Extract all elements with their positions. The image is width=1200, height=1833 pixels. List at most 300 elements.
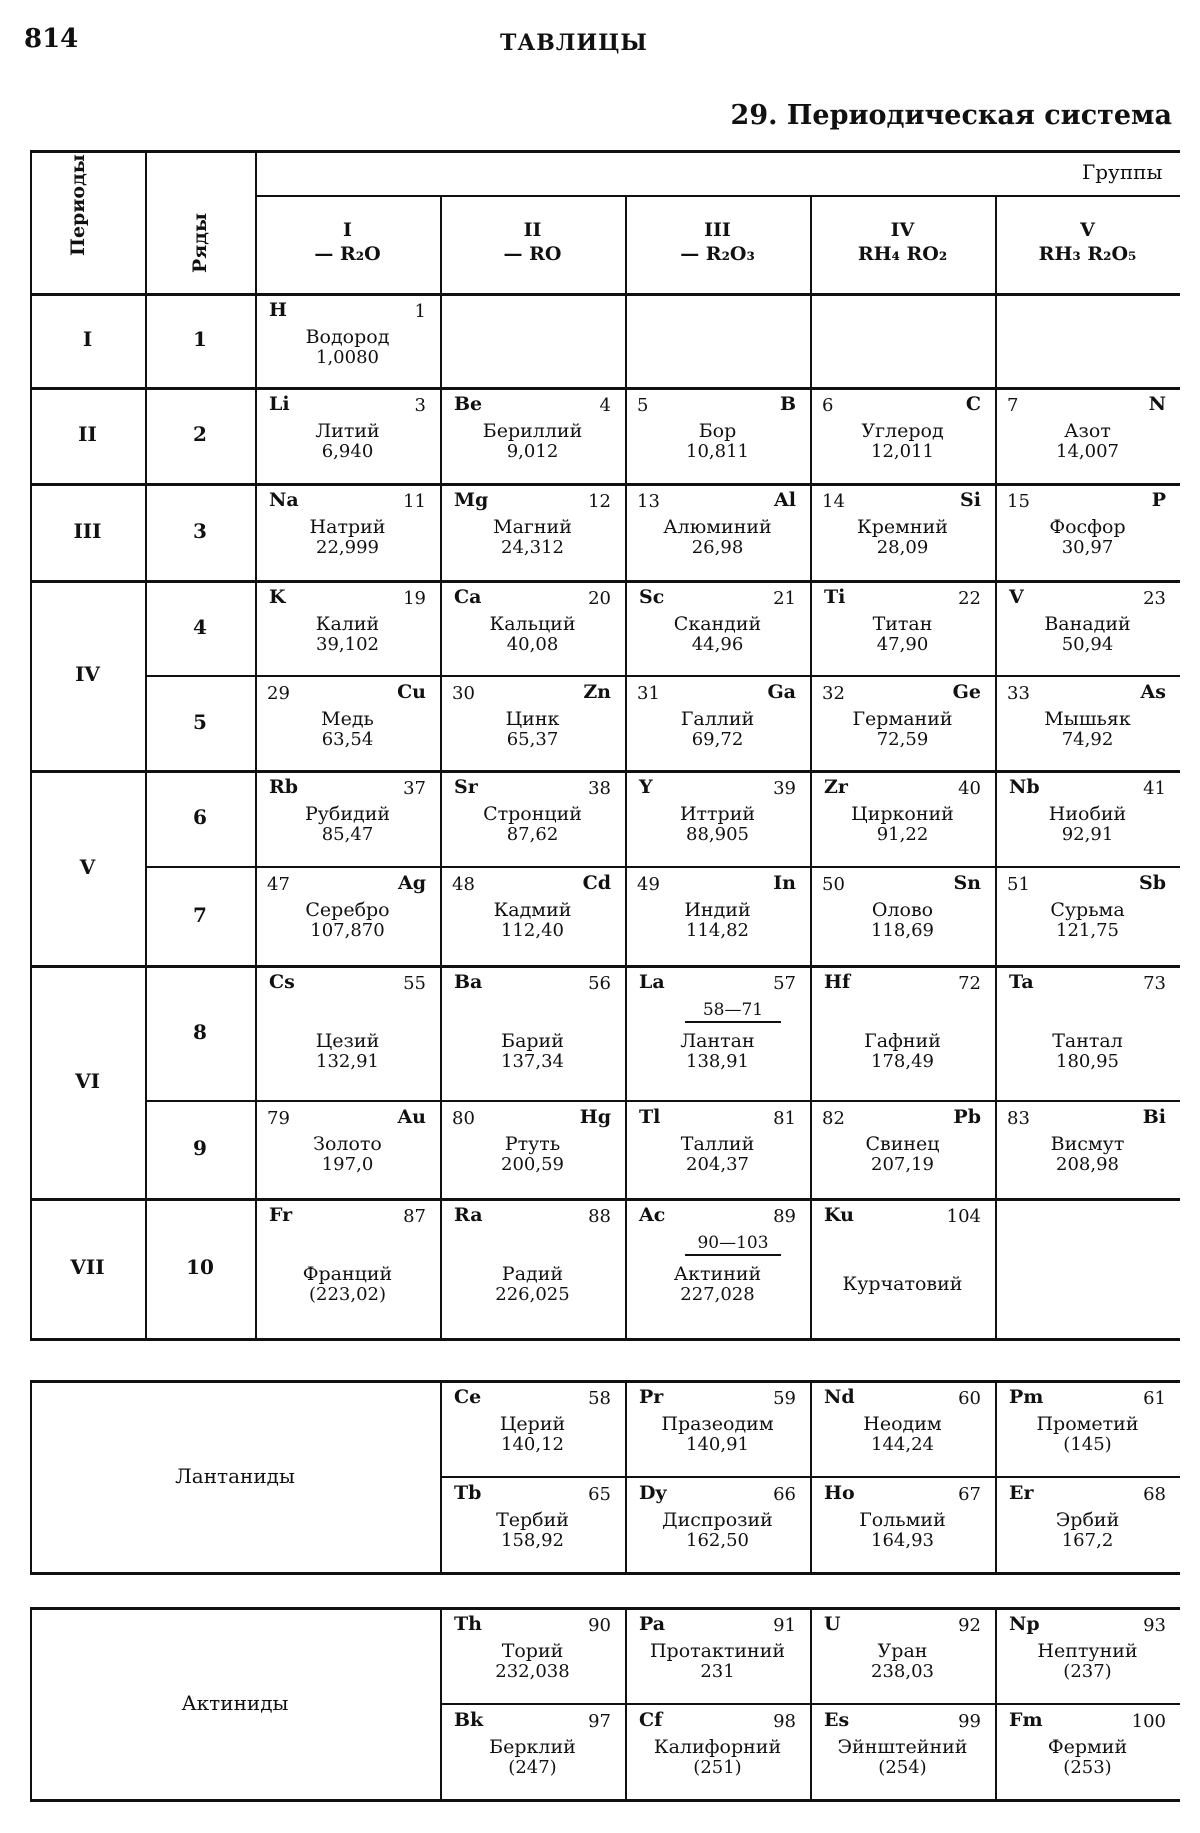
atomic-mass: 107,870: [310, 920, 385, 941]
element-name: Натрий: [309, 516, 386, 538]
element-symbol: Cs: [269, 971, 295, 993]
row-number: 1: [193, 327, 207, 351]
atomic-mass: 208,98: [1056, 1154, 1119, 1175]
atomic-mass: 204,37: [686, 1154, 749, 1175]
atomic-number: 99: [958, 1711, 981, 1732]
element-name: Ванадий: [1044, 613, 1131, 635]
atomic-number: 3: [414, 395, 426, 416]
element-symbol: As: [1140, 681, 1166, 703]
group-formula: — RO: [503, 243, 562, 265]
atomic-mass: 12,011: [871, 441, 934, 462]
atomic-mass: 232,038: [495, 1661, 570, 1682]
period-label: IV: [75, 662, 100, 686]
element-name: Фосфор: [1049, 516, 1126, 538]
element-symbol: Rb: [269, 776, 299, 798]
element-symbol: Np: [1009, 1613, 1040, 1635]
row-number: 7: [193, 902, 207, 927]
element-symbol: Ho: [824, 1482, 855, 1504]
atomic-mass: 24,312: [501, 537, 564, 558]
element-name: Кальций: [489, 613, 576, 635]
element-cell: [995, 387, 1180, 483]
element-symbol: Fm: [1009, 1709, 1043, 1731]
atomic-number: 15: [1007, 491, 1030, 512]
atomic-mass: 72,59: [876, 729, 929, 750]
atomic-mass: 178,49: [871, 1051, 934, 1072]
atomic-mass: 9,012: [506, 441, 559, 462]
element-cell: [440, 770, 625, 866]
element-cell: [625, 483, 810, 580]
element-cell: [255, 483, 440, 580]
atomic-mass: 50,94: [1061, 634, 1114, 655]
element-name: Цезий: [315, 1030, 380, 1052]
atomic-number: 31: [637, 683, 660, 704]
atomic-number: 87: [403, 1206, 426, 1227]
element-name: Радий: [501, 1263, 564, 1285]
element-name: Рубидий: [304, 803, 391, 825]
actinides-label: Актиниды: [181, 1691, 289, 1715]
element-cell: [810, 1380, 995, 1476]
element-symbol: Sb: [1138, 872, 1166, 894]
atomic-number: 40: [958, 778, 981, 799]
element-symbol: Hf: [824, 971, 851, 993]
element-symbol: Li: [269, 393, 290, 415]
element-symbol: Al: [774, 489, 796, 511]
element-name: Висмут: [1050, 1133, 1125, 1155]
element-symbol: Nb: [1009, 776, 1040, 798]
atomic-mass: (247): [508, 1757, 557, 1778]
element-symbol: P: [1151, 489, 1166, 511]
element-name: Торий: [501, 1640, 564, 1662]
groups-header: Группы: [1082, 160, 1163, 184]
element-cell: [255, 293, 440, 387]
element-name: Медь: [321, 708, 374, 730]
atomic-mass: (223,02): [308, 1284, 387, 1305]
element-symbol: Cu: [397, 681, 426, 703]
element-name: Ниобий: [1048, 803, 1127, 825]
atomic-mass: 10,811: [686, 441, 749, 462]
atomic-number: 21: [773, 588, 796, 609]
atomic-number: 73: [1143, 973, 1166, 994]
element-cell: [995, 1607, 1180, 1703]
atomic-mass: 162,50: [686, 1530, 749, 1551]
lanthanides-bottom-rule: [30, 1572, 1180, 1575]
element-cell: [440, 965, 625, 1100]
element-cell: [810, 965, 995, 1100]
element-symbol: Mg: [454, 489, 489, 511]
element-symbol: N: [1148, 393, 1166, 415]
element-symbol: Bk: [454, 1709, 484, 1731]
element-name: Церий: [499, 1413, 566, 1435]
element-symbol: Ca: [454, 586, 482, 608]
element-name: Алюминий: [663, 516, 772, 538]
element-cell: [255, 1100, 440, 1198]
atomic-number: 22: [958, 588, 981, 609]
group-header-1: [255, 218, 440, 266]
atomic-number: 23: [1143, 588, 1166, 609]
group-numeral: V: [1080, 219, 1095, 241]
element-cell: [625, 1100, 810, 1198]
element-name: Прометий: [1036, 1413, 1139, 1435]
atomic-mass: 87,62: [506, 824, 559, 845]
atomic-number: 66: [773, 1484, 796, 1505]
element-symbol: Ba: [454, 971, 483, 993]
atomic-mass: (254): [878, 1757, 927, 1778]
element-symbol: Cd: [582, 872, 611, 894]
element-name: Сурьма: [1050, 899, 1125, 921]
element-symbol: Th: [454, 1613, 482, 1635]
atomic-mass: 238,03: [871, 1661, 934, 1682]
element-symbol: Ku: [824, 1204, 854, 1226]
element-symbol: U: [824, 1613, 841, 1635]
element-symbol: Pr: [639, 1386, 664, 1408]
series-range: 90—103: [685, 1232, 781, 1256]
element-cell: [810, 1198, 995, 1338]
element-cell: [995, 1476, 1180, 1572]
element-symbol: K: [269, 586, 286, 608]
element-name: Тербий: [496, 1509, 569, 1531]
element-name: Эрбий: [1055, 1509, 1120, 1531]
element-name: Франций: [302, 1263, 393, 1285]
atomic-mass: 39,102: [316, 634, 379, 655]
element-name: Эйнштейний: [837, 1736, 968, 1758]
atomic-mass: 85,47: [321, 824, 374, 845]
atomic-number: 48: [452, 874, 475, 895]
element-cell: [810, 1703, 995, 1799]
atomic-number: 4: [599, 395, 611, 416]
atomic-mass: 200,59: [501, 1154, 564, 1175]
row-number: 8: [193, 1019, 207, 1044]
group-formula: RH₄ RO₂: [857, 243, 948, 265]
atomic-mass: 167,2: [1061, 1530, 1114, 1551]
atomic-number: 37: [403, 778, 426, 799]
atomic-number: 39: [773, 778, 796, 799]
atomic-mass: (251): [693, 1757, 742, 1778]
atomic-number: 41: [1143, 778, 1166, 799]
atomic-number: 90: [588, 1615, 611, 1636]
atomic-mass: 88,905: [686, 824, 749, 845]
element-cell: [810, 387, 995, 483]
atomic-number: 20: [588, 588, 611, 609]
element-name: Уран: [877, 1640, 928, 1662]
atomic-number: 68: [1143, 1484, 1166, 1505]
element-name: Нептуний: [1037, 1640, 1138, 1662]
element-name: Литий: [315, 420, 380, 442]
atomic-number: 104: [946, 1206, 981, 1227]
element-cell: [440, 1198, 625, 1338]
element-symbol: Na: [269, 489, 299, 511]
actinides-bottom-rule: [30, 1799, 1180, 1802]
element-symbol: H: [269, 299, 287, 321]
element-cell: [810, 483, 995, 580]
element-cell: [255, 965, 440, 1100]
element-cell: [810, 580, 995, 675]
element-cell: [625, 387, 810, 483]
group-header-4: [810, 218, 995, 266]
element-symbol: Sc: [639, 586, 665, 608]
page-number: 814: [24, 24, 79, 54]
element-symbol: Tb: [454, 1482, 482, 1504]
element-cell: [995, 770, 1180, 866]
atomic-mass: 40,08: [506, 634, 559, 655]
atomic-mass: 140,91: [686, 1434, 749, 1455]
group-formula: — R₂O₃: [680, 243, 755, 265]
atomic-number: 19: [403, 588, 426, 609]
element-name: Азот: [1064, 420, 1111, 442]
atomic-number: 6: [822, 395, 834, 416]
atomic-number: 51: [1007, 874, 1030, 895]
element-cell: [810, 675, 995, 770]
atomic-number: 32: [822, 683, 845, 704]
element-symbol: Ga: [767, 681, 796, 703]
element-cell: [810, 1476, 995, 1572]
atomic-mass: 91,22: [876, 824, 929, 845]
atomic-number: 82: [822, 1108, 845, 1129]
atomic-mass: 65,37: [506, 729, 559, 750]
element-name: Германий: [852, 708, 953, 730]
element-name: Берклий: [489, 1736, 576, 1758]
group-numeral: IV: [890, 219, 915, 241]
element-cell: [440, 866, 625, 965]
period-label: III: [73, 518, 102, 543]
lanthanides-label: Лантаниды: [175, 1464, 295, 1488]
atomic-number: 56: [588, 973, 611, 994]
atomic-number: 1: [414, 301, 426, 322]
element-cell: [440, 580, 625, 675]
element-name: Магний: [493, 516, 572, 538]
atomic-mass: 114,82: [686, 920, 749, 941]
group-numeral: II: [523, 219, 542, 241]
atomic-number: 72: [958, 973, 981, 994]
atomic-number: 7: [1007, 395, 1019, 416]
atomic-mass: 118,69: [871, 920, 934, 941]
element-name: Стронций: [483, 803, 582, 825]
atomic-number: 61: [1143, 1388, 1166, 1409]
atomic-number: 81: [773, 1108, 796, 1129]
atomic-mass: 6,940: [321, 441, 374, 462]
atomic-mass: 132,91: [316, 1051, 379, 1072]
element-symbol: Nd: [824, 1386, 855, 1408]
atomic-mass: 74,92: [1061, 729, 1114, 750]
element-name: Цинк: [505, 708, 560, 730]
element-name: Празеодим: [661, 1413, 774, 1435]
atomic-mass: 144,24: [871, 1434, 934, 1455]
atomic-mass: 121,75: [1056, 920, 1119, 941]
element-cell: [995, 483, 1180, 580]
element-name: Углерод: [861, 420, 944, 442]
element-name: Мышьяк: [1044, 708, 1131, 730]
element-cell: [810, 1607, 995, 1703]
element-cell: [440, 1100, 625, 1198]
element-symbol: V: [1009, 586, 1024, 608]
element-symbol: Pb: [953, 1106, 981, 1128]
element-cell: [255, 387, 440, 483]
groups-divider: [255, 195, 1180, 197]
atomic-mass: 14,007: [1056, 441, 1119, 462]
element-cell: [995, 1380, 1180, 1476]
atomic-number: 89: [773, 1206, 796, 1227]
atomic-mass: (237): [1063, 1661, 1112, 1682]
atomic-number: 91: [773, 1615, 796, 1636]
element-cell: [440, 1380, 625, 1476]
element-cell: [625, 675, 810, 770]
atomic-number: 98: [773, 1711, 796, 1732]
table-top-rule: [30, 150, 1180, 153]
element-symbol: Bi: [1142, 1106, 1166, 1128]
element-symbol: Sr: [454, 776, 478, 798]
element-symbol: Tl: [639, 1106, 661, 1128]
atomic-number: 49: [637, 874, 660, 895]
table-title: 29. Периодическая система: [730, 100, 1172, 131]
element-name: Калий: [315, 613, 380, 635]
element-name: Ртуть: [504, 1133, 561, 1155]
atomic-mass: 197,0: [321, 1154, 374, 1175]
element-cell: [440, 675, 625, 770]
element-cell: [440, 483, 625, 580]
period-label: VII: [70, 1255, 105, 1279]
element-cell: [810, 866, 995, 965]
element-name: Водород: [305, 326, 390, 348]
atomic-number: 29: [267, 683, 290, 704]
element-name: Скандий: [673, 613, 762, 635]
atomic-mass: 63,54: [321, 729, 374, 750]
element-name: Золото: [313, 1133, 382, 1155]
element-symbol: B: [779, 393, 796, 415]
atomic-mass: 164,93: [871, 1530, 934, 1551]
atomic-number: 65: [588, 1484, 611, 1505]
element-name: Тантал: [1052, 1030, 1123, 1052]
group-numeral: III: [704, 219, 731, 241]
atomic-mass: 180,95: [1056, 1051, 1119, 1072]
atomic-number: 83: [1007, 1108, 1030, 1129]
atomic-mass: 22,999: [316, 537, 379, 558]
element-name: Актиний: [673, 1263, 762, 1285]
element-name: Бериллий: [482, 420, 583, 442]
element-cell: [440, 1476, 625, 1572]
element-name: Олово: [871, 899, 934, 921]
element-cell: [995, 965, 1180, 1100]
element-name: Лантан: [680, 1030, 755, 1052]
element-name: Свинец: [865, 1133, 940, 1155]
element-name: Кремний: [857, 516, 948, 538]
header-bottom-rule: [30, 293, 1180, 296]
element-name: Гафний: [864, 1030, 941, 1052]
element-symbol: Ce: [454, 1386, 482, 1408]
group-formula: RH₃ R₂O₅: [1038, 243, 1137, 265]
atomic-number: 30: [452, 683, 475, 704]
atomic-mass: 28,09: [876, 537, 929, 558]
atomic-mass: 207,19: [871, 1154, 934, 1175]
periods-header: Периоды: [67, 154, 89, 256]
element-cell: [255, 675, 440, 770]
row-number: 5: [193, 709, 207, 734]
element-cell: [995, 1100, 1180, 1198]
element-name: Фермий: [1047, 1736, 1128, 1758]
element-symbol: Y: [639, 776, 653, 798]
element-symbol: Ti: [824, 586, 846, 608]
atomic-number: 93: [1143, 1615, 1166, 1636]
element-name: Диспрозий: [662, 1509, 773, 1531]
element-cell: [625, 1380, 810, 1476]
element-name: Галлий: [680, 708, 755, 730]
atomic-number: 14: [822, 491, 845, 512]
group-numeral: I: [343, 219, 352, 241]
atomic-number: 88: [588, 1206, 611, 1227]
element-symbol: In: [773, 872, 796, 894]
atomic-number: 55: [403, 973, 426, 994]
element-cell: [255, 866, 440, 965]
row-number: 3: [193, 518, 207, 543]
element-name: Иттрий: [679, 803, 756, 825]
period-label: I: [82, 327, 93, 351]
element-name: Протактиний: [649, 1640, 786, 1662]
row-number: 2: [193, 422, 207, 446]
element-symbol: Dy: [639, 1482, 667, 1504]
atomic-number: 13: [637, 491, 660, 512]
atomic-mass: 112,40: [501, 920, 564, 941]
element-cell: [625, 580, 810, 675]
element-cell: [995, 580, 1180, 675]
atomic-mass: 137,34: [501, 1051, 564, 1072]
element-symbol: Be: [454, 393, 483, 415]
group-header-5: [995, 218, 1180, 266]
element-name: Неодим: [863, 1413, 942, 1435]
element-cell: [625, 1607, 810, 1703]
period-rule: [30, 1338, 1180, 1341]
element-cell: [255, 770, 440, 866]
element-symbol: Ge: [952, 681, 981, 703]
element-name: Титан: [872, 613, 933, 635]
atomic-mass: 227,028: [680, 1284, 755, 1305]
atomic-number: 59: [773, 1388, 796, 1409]
element-cell: [255, 1198, 440, 1338]
atomic-number: 57: [773, 973, 796, 994]
atomic-mass: 226,025: [495, 1284, 570, 1305]
element-cell: [625, 1198, 810, 1338]
element-cell: [625, 770, 810, 866]
element-name: Серебро: [305, 899, 390, 921]
atomic-number: 100: [1131, 1711, 1166, 1732]
atomic-mass: 231: [700, 1661, 735, 1682]
element-cell: [995, 675, 1180, 770]
row-number: 9: [193, 1136, 207, 1160]
atomic-number: 38: [588, 778, 611, 799]
element-symbol: Sn: [953, 872, 981, 894]
element-name: Гольмий: [859, 1509, 946, 1531]
row-number: 4: [193, 614, 207, 639]
element-cell: [625, 1476, 810, 1572]
atomic-number: 60: [958, 1388, 981, 1409]
atomic-number: 33: [1007, 683, 1030, 704]
element-name: Таллий: [680, 1133, 755, 1155]
atomic-number: 12: [588, 491, 611, 512]
element-cell: [625, 965, 810, 1100]
atomic-mass: 44,96: [691, 634, 744, 655]
element-symbol: Fr: [269, 1204, 293, 1226]
running-head: ТАВЛИЦЫ: [500, 30, 648, 56]
atomic-number: 80: [452, 1108, 475, 1129]
element-symbol: Ta: [1009, 971, 1034, 993]
atomic-number: 79: [267, 1108, 290, 1129]
atomic-number: 5: [637, 395, 649, 416]
atomic-mass: 158,92: [501, 1530, 564, 1551]
element-symbol: C: [965, 393, 981, 415]
element-name: Калифорний: [653, 1736, 782, 1758]
element-cell: [810, 770, 995, 866]
element-cell: [995, 1703, 1180, 1799]
atomic-mass: 30,97: [1061, 537, 1114, 558]
atomic-number: 58: [588, 1388, 611, 1409]
series-range: 58—71: [685, 999, 781, 1023]
